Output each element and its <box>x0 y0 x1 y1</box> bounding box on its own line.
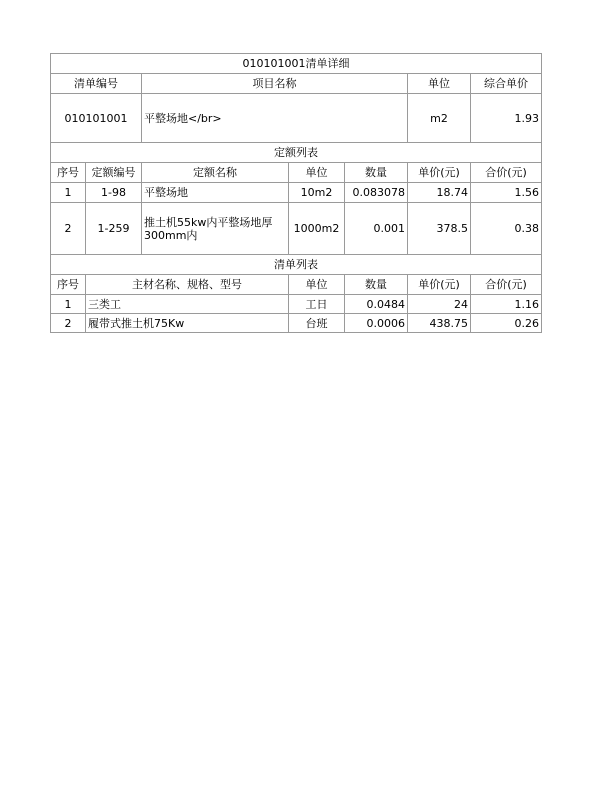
quota-unit: 1000m2 <box>289 203 345 255</box>
item-header-row <box>51 74 542 94</box>
quota-section-title: 定额列表 <box>51 143 542 163</box>
quota-name-header: 定额名称 <box>142 163 289 183</box>
quota-name: 平整场地 <box>142 183 289 203</box>
quota-qty: 0.001 <box>345 203 408 255</box>
quota-code-header: 定额编号 <box>86 163 142 183</box>
quota-unit-price: 18.74 <box>408 183 471 203</box>
material-name-header: 主材名称、规格、型号 <box>86 275 289 295</box>
material-unit: 工日 <box>289 295 345 314</box>
material-qty-header: 数量 <box>345 275 408 295</box>
quota-header-row <box>51 163 542 183</box>
material-unit-price: 438.75 <box>408 314 471 333</box>
material-section-title: 清单列表 <box>51 255 542 275</box>
quota-total: 0.38 <box>471 203 542 255</box>
material-header-row <box>51 275 542 295</box>
item-code: 010101001 <box>51 94 142 143</box>
material-unit-header: 单位 <box>289 275 345 295</box>
material-unit-price-header: 单价(元) <box>408 275 471 295</box>
item-name-header: 项目名称 <box>142 74 408 94</box>
material-qty: 0.0006 <box>345 314 408 333</box>
material-total: 1.16 <box>471 295 542 314</box>
quota-qty-header: 数量 <box>345 163 408 183</box>
quota-unit-header: 单位 <box>289 163 345 183</box>
quota-total: 1.56 <box>471 183 542 203</box>
quota-unit-price: 378.5 <box>408 203 471 255</box>
material-qty: 0.0484 <box>345 295 408 314</box>
item-code-header: 清单编号 <box>51 74 142 94</box>
material-section-row <box>51 255 542 275</box>
item-name: 平整场地</br> <box>142 94 408 143</box>
bill-detail-table <box>50 53 542 333</box>
material-name: 三类工 <box>86 295 289 314</box>
material-total: 0.26 <box>471 314 542 333</box>
sheet-title: 010101001清单详细 <box>51 54 542 74</box>
material-row <box>51 295 542 314</box>
material-no-header: 序号 <box>51 275 86 295</box>
quota-row <box>51 183 542 203</box>
item-price: 1.93 <box>471 94 542 143</box>
quota-no: 1 <box>51 183 86 203</box>
quota-code: 1-98 <box>86 183 142 203</box>
material-unit-price: 24 <box>408 295 471 314</box>
item-row <box>51 94 542 143</box>
quota-total-header: 合价(元) <box>471 163 542 183</box>
material-row <box>51 314 542 333</box>
quota-name: 推土机55kw内平整场地厚300mm内 <box>142 203 289 255</box>
quota-qty: 0.083078 <box>345 183 408 203</box>
material-no: 2 <box>51 314 86 333</box>
quota-code: 1-259 <box>86 203 142 255</box>
title-row <box>51 54 542 74</box>
item-unit-header: 单位 <box>408 74 471 94</box>
quota-section-row <box>51 143 542 163</box>
material-name: 履带式推土机75Kw <box>86 314 289 333</box>
item-price-header: 综合单价 <box>471 74 542 94</box>
material-total-header: 合价(元) <box>471 275 542 295</box>
quota-no-header: 序号 <box>51 163 86 183</box>
item-unit: m2 <box>408 94 471 143</box>
material-unit: 台班 <box>289 314 345 333</box>
quota-no: 2 <box>51 203 86 255</box>
quota-row <box>51 203 542 255</box>
quota-unit-price-header: 单价(元) <box>408 163 471 183</box>
quota-unit: 10m2 <box>289 183 345 203</box>
material-no: 1 <box>51 295 86 314</box>
